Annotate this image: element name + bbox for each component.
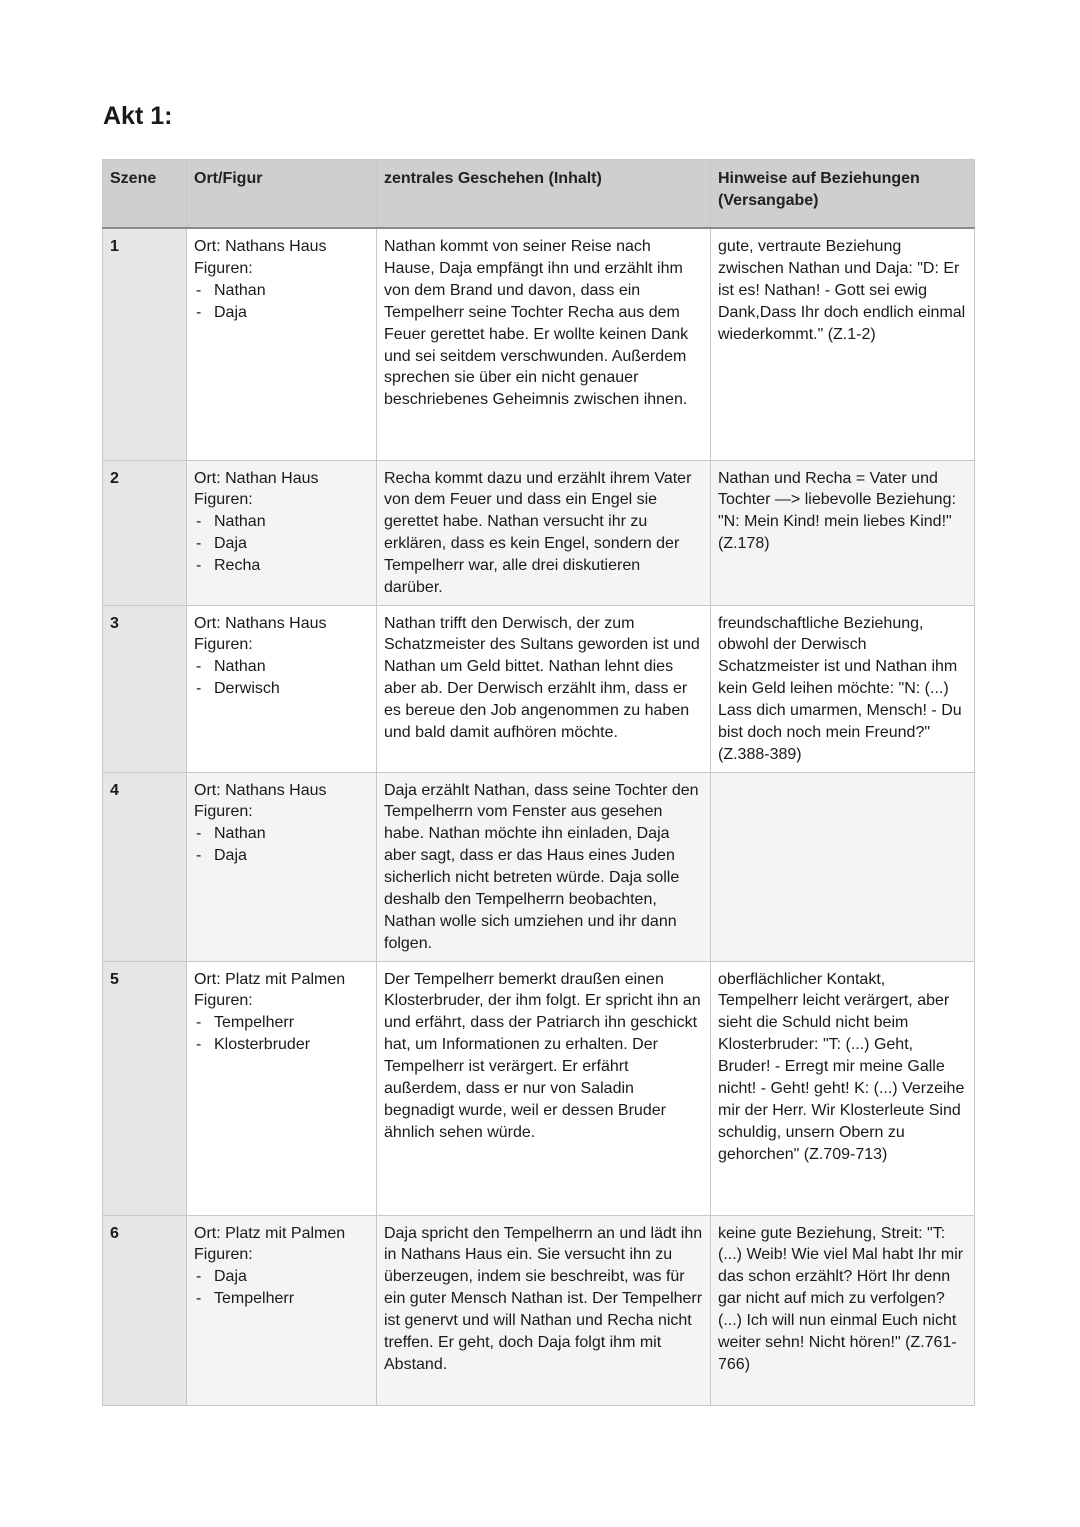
scene-summary: Recha kommt dazu und erzählt ihrem Vater von dem Feuer und dass ein Engel sie gerettet habe. Nathan versucht ihr zu erklären, dass es kein Engel, sondern der Tempelherr war, alle drei diskutieren darüber. bbox=[377, 460, 711, 605]
scene-number: 3 bbox=[103, 605, 187, 772]
scene-number: 4 bbox=[103, 772, 187, 961]
header-geschehen: zentrales Geschehen (Inhalt) bbox=[377, 160, 711, 229]
scene-number: 6 bbox=[103, 1215, 187, 1405]
scene-relationship: gute, vertraute Beziehung zwischen Nathan und Daja: "D: Er ist es! Nathan! - Gott sei ewig Dank,Dass Ihr doch endlich einmal wiederkommt." (Z.1-2) bbox=[711, 228, 975, 460]
scene-summary: Daja erzählt Nathan, dass seine Tochter den Tempelherrn vom Fenster aus gesehen habe. Nathan möchte ihn einladen, Daja aber sagt, dass er das Haus eines Juden sicherlich nicht betreten würde. Daja solle deshalb den Tempelherrn beobachten, Nathan wolle sich umziehen und ihr dann folgen. bbox=[377, 772, 711, 961]
scene-relationship: freundschaftliche Beziehung, obwohl der Derwisch Schatzmeister ist und Nathan ihm kein Geld leihen möchte: "N: (...) Lass dich umarmen, Mensch! - Du bist doch noch mein Freund?" (Z.388-389) bbox=[711, 605, 975, 772]
header-szene: Szene bbox=[103, 160, 187, 229]
table-row bbox=[103, 961, 975, 1215]
scene-place: Ort: Platz mit Palmen bbox=[194, 970, 346, 988]
figure-item: - Tempelherr bbox=[194, 1012, 369, 1034]
header-hinweise: Hinweise auf Beziehungen (Versangabe) bbox=[711, 160, 975, 229]
figures-label: Figuren: bbox=[194, 992, 253, 1010]
scene-table bbox=[102, 159, 975, 1406]
header-ort-figur: Ort/Figur bbox=[187, 160, 377, 229]
scene-place-figures bbox=[187, 772, 377, 961]
scene-place-figures bbox=[187, 961, 377, 1215]
table-row bbox=[103, 605, 975, 772]
figures-list bbox=[194, 280, 369, 324]
scene-summary: Nathan trifft den Derwisch, der zum Schatzmeister des Sultans geworden ist und Nathan um Geld bittet. Nathan lehnt dies aber ab. Der Derwisch erzählt ihm, dass er es bereue den Job angenommen zu haben und bald damit aufhören möchte. bbox=[377, 605, 711, 772]
scene-relationship: Nathan und Recha = Vater und Tochter —> liebevolle Beziehung: "N: Mein Kind! mein liebes Kind!" (Z.178) bbox=[711, 460, 975, 605]
figures-list bbox=[194, 1012, 369, 1056]
figures-label: Figuren: bbox=[194, 491, 253, 509]
figures-label: Figuren: bbox=[194, 1246, 253, 1264]
figure-item: - Nathan bbox=[194, 823, 369, 845]
scene-place: Ort: Nathans Haus bbox=[194, 614, 327, 632]
scene-place: Ort: Nathan Haus bbox=[194, 469, 319, 487]
figures-label: Figuren: bbox=[194, 259, 253, 277]
scene-number: 2 bbox=[103, 460, 187, 605]
scene-place-figures bbox=[187, 228, 377, 460]
figure-item: - Klosterbruder bbox=[194, 1034, 369, 1056]
scene-place-figures bbox=[187, 605, 377, 772]
figure-item: - Recha bbox=[194, 555, 369, 577]
figure-item: - Nathan bbox=[194, 280, 369, 302]
figures-label: Figuren: bbox=[194, 636, 253, 654]
figure-item: - Daja bbox=[194, 533, 369, 555]
table-row bbox=[103, 460, 975, 605]
figures-list bbox=[194, 656, 369, 700]
table-row bbox=[103, 772, 975, 961]
scene-summary: Daja spricht den Tempelherrn an und lädt ihn in Nathans Haus ein. Sie versucht ihn zu überzeugen, indem sie beschreibt, was für ein guter Mensch Nathan ist. Der Tempelherr ist genervt und will Nathan und Recha nicht treffen. Er geht, doch Daja folgt ihm mit Abstand. bbox=[377, 1215, 711, 1405]
scene-place: Ort: Platz mit Palmen bbox=[194, 1224, 346, 1242]
scene-place: Ort: Nathans Haus bbox=[194, 781, 327, 799]
table-header-row bbox=[103, 160, 975, 229]
scene-number: 5 bbox=[103, 961, 187, 1215]
table-row bbox=[103, 1215, 975, 1405]
scene-place-figures bbox=[187, 460, 377, 605]
figure-item: - Derwisch bbox=[194, 678, 369, 700]
figure-item: - Nathan bbox=[194, 656, 369, 678]
figures-label: Figuren: bbox=[194, 803, 253, 821]
scene-place: Ort: Nathans Haus bbox=[194, 238, 327, 255]
figure-item: - Daja bbox=[194, 845, 369, 867]
scene-relationship bbox=[711, 772, 975, 961]
figures-list bbox=[194, 511, 369, 577]
scene-relationship: oberflächlicher Kontakt, Tempelherr leicht verärgert, aber sieht die Schuld nicht beim Klosterbruder: "T: (...) Geht, Bruder! - Erregt mir meine Galle nicht! - Geht! geht! K: (...) Verzeihe mir der Herr. Wir Klosterleute Sind schuldig, unsern Obern zu gehorchen" (Z.709-713) bbox=[711, 961, 975, 1215]
figure-item: - Daja bbox=[194, 1266, 369, 1288]
scene-place-figures bbox=[187, 1215, 377, 1405]
scene-summary: Nathan kommt von seiner Reise nach Hause, Daja empfängt ihn und erzählt ihm von dem Brand und davon, dass ein Tempelherr seine Tochter Recha aus dem Feuer gerettet habe. Er wollte keinen Dank und sei seitdem verschwunden. Außerdem sprechen sie über ein nicht genauer beschriebenes Geheimnis zwischen ihnen. bbox=[377, 228, 711, 460]
scene-summary: Der Tempelherr bemerkt draußen einen Klosterbruder, der ihm folgt. Er spricht ihn an und erfährt, dass der Patriarch ihn geschickt hat, um Informationen zu erhalten. Der Tempelherr ist verärgert. Er erfährt außerdem, dass er nur von Saladin begnadigt wurde, weil er dessen Bruder ähnlich sehen würde. bbox=[377, 961, 711, 1215]
figures-list bbox=[194, 1266, 369, 1310]
scene-number: 1 bbox=[103, 228, 187, 460]
page-title: Akt 1: bbox=[103, 102, 173, 130]
table-row bbox=[103, 228, 975, 460]
figure-item: - Tempelherr bbox=[194, 1288, 369, 1310]
scene-relationship: keine gute Beziehung, Streit: "T: (...) Weib! Wie viel Mal habt Ihr mir das schon erzählt? Hört Ihr denn gar nicht auf mich zu verfolgen? (...) Ich will nun einmal Euch nicht weiter sehn! Nicht hören!" (Z.761-766) bbox=[711, 1215, 975, 1405]
figures-list bbox=[194, 823, 369, 867]
figure-item: - Nathan bbox=[194, 511, 369, 533]
figure-item: - Daja bbox=[194, 302, 369, 324]
